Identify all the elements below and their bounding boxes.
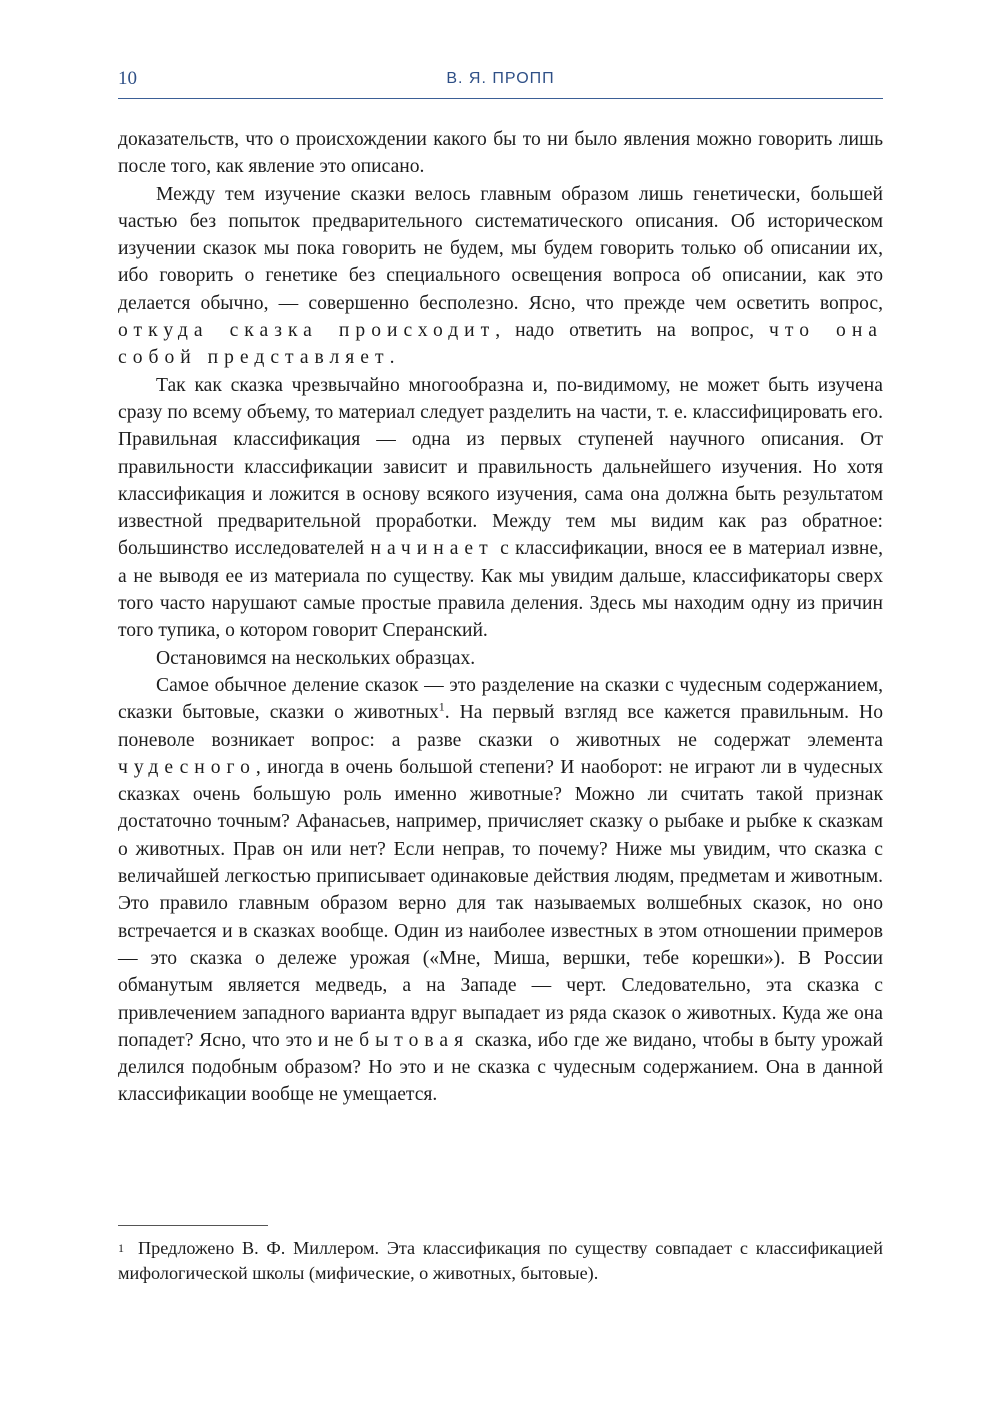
footnote-1	[118, 1236, 883, 1286]
paragraph-5-text-a: Самое обычное деление сказок — это разделение на сказки с чудесным содержанием, сказки бытовые, сказки о животных	[118, 674, 883, 724]
spaced-emphasis-what-it-is: что она собой представляет	[118, 320, 884, 369]
paragraph-2-text-a: Между тем изучение сказки велось главным образом лишь генетически, большей частью без попыток предварительного систематического описания. Об историческом изучении сказок мы пока говорить не будем, мы будем говорить только об описании их, ибо говорить о генетике без специального освещения вопроса об описании, как это делается обычно, — совершенно бесполезно. Ясно, что прежде чем осветить вопрос,	[118, 183, 883, 314]
main-text	[118, 126, 883, 1109]
footnote-ref-1[interactable]: 1	[438, 699, 445, 714]
paragraph-4-text: Остановимся на нескольких образцах.	[156, 647, 476, 669]
paragraph-1-text: доказательств, что о происхождении какого бы то ни было явления можно говорить лишь после того, как явление это описано.	[118, 129, 883, 178]
spaced-emphasis-everyday: бытовая	[359, 1029, 470, 1051]
paragraph-1	[118, 126, 883, 181]
paragraph-3-text-a: Так как сказка чрезвычайно многообразна и, по-видимому, не может быть изучена сразу по всему объему, то материал следует разделить на части, т. е. классифицировать его. Правильная классификация — одна из первых ступеней научного описания. От правильности классификации зависит и правильность дальнейшего изучения. Но хотя классификация и ложится в основу всякого изучения, сама она должна быть результатом известной предварительной проработки. Между тем мы видим как раз обратное: большинство исследователей	[118, 374, 883, 560]
footnotes	[118, 1236, 883, 1286]
paragraph-5	[118, 672, 883, 1109]
paragraph-4	[118, 645, 883, 672]
paragraph-5-text-b: . На первый взгляд все кажется правильным. Но поневоле возникает вопрос: а разве сказки о животных не содержат элемента	[118, 702, 883, 751]
paragraph-2-text-c: .	[389, 347, 395, 369]
paragraph-2-text-b: , надо ответить на вопрос,	[495, 320, 754, 342]
footnote-1-text: Предложено В. Ф. Миллером. Эта классификация по существу совпадает с классификацией мифологической школы (мифические, о животных, бытовые).	[118, 1238, 883, 1283]
running-header	[118, 62, 883, 102]
paragraph-3	[118, 372, 883, 645]
spaced-emphasis-miraculous: чудесного	[118, 756, 256, 778]
paragraph-5-text-c: , иногда в очень большой степени? И наоборот: не играют ли в чудесных сказках очень большую роль именно животные? Можно ли считать такой признак достаточно точным? Афанасьев, например, причисляет сказку о рыбаке и рыбке к сказкам о животных. Прав он или нет? Если неправ, то почему? Ниже мы увидим, что сказка с величайшей легкостью приписывает одинаковые действия людям, предметам и животным. Это правило главным образом верно для так называемых волшебных сказок, но оно встречается и в сказках вообще. Один из наиболее известных в этом отношении примеров — это сказка о дележе урожая («Мне, Миша, вершки, тебе корешки»). В России обманутым является медведь, а на Западе — черт. Следовательно, эта сказка с привлечением западного варианта вдруг выпадает из ряда сказок о животных. Куда же она попадет? Ясно, что это и не	[118, 756, 883, 1051]
paragraph-3-text-b: с классификации, внося ее в материал извне, а не выводя ее из материала по существу. Как мы увидим дальше, классификаторы сверх того часто нарушают самые простые правила деления. Здесь мы находим одну из причин того тупика, о котором говорит Сперанский.	[118, 538, 883, 642]
footnote-1-mark: 1	[118, 1241, 124, 1255]
spaced-emphasis-origin: откуда сказка происходит	[118, 320, 496, 342]
footnote-rule	[118, 1225, 268, 1226]
spaced-emphasis-begins: начинает	[370, 538, 494, 560]
running-title: В. Я. ПРОПП	[446, 70, 555, 87]
paragraph-5-text-d: сказка, ибо где же видано, чтобы в быту урожай делился подобным образом? Но это и не сказка с чудесным содержанием. Она в данной классификации вообще не умещается.	[118, 1029, 883, 1106]
paragraph-2	[118, 181, 883, 372]
page-number: 10	[118, 68, 137, 89]
header-rule	[118, 98, 883, 99]
